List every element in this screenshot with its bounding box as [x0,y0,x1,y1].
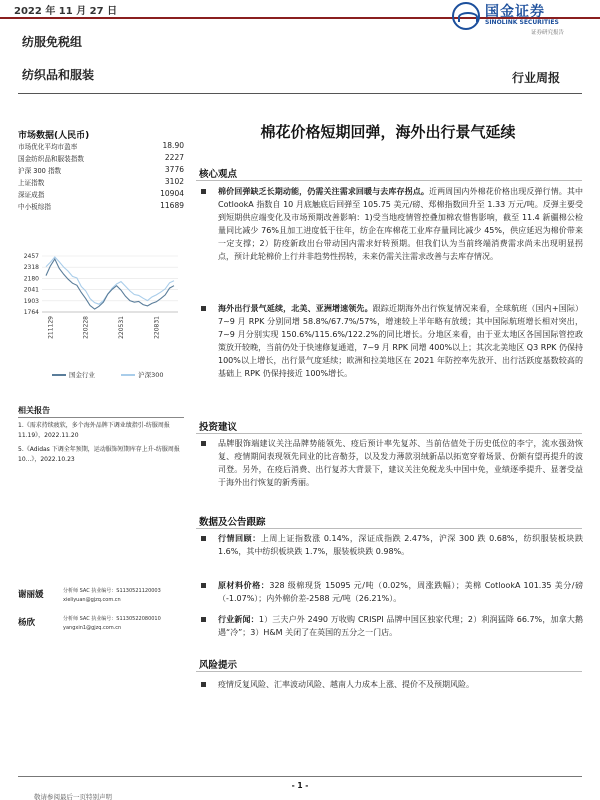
index-chart [18,250,184,386]
market-row-label: 国金纺织品和服装指数 [18,155,84,163]
section-divider [196,671,582,672]
sector-team: 纺服免税组 [22,35,83,49]
series-line [46,257,174,304]
related-divider [18,417,184,418]
logo-name-en: SINOLINK SECURITIES [485,19,559,26]
market-row-label: 上证指数 [18,179,45,187]
data-bullet-text: 上周上证指数涨 0.14%，深证成指跌 2.47%，沪深 300 跌 0.68%，纺织服装板块跌 1.6%，其中纺织板块跌 1.7%，服装板块跌 0.98%。 [218,534,583,556]
page-number: - 1 - [291,781,309,790]
x-tick-label: 220531 [118,316,126,339]
market-row [18,201,184,213]
market-row [18,165,184,177]
analyst-info [63,615,161,633]
core-bullet-text: 近两周国内外棉花价格出现反弹行情。其中 CotlookA 指数自 10 月底触底后回弹至 105.75 美元/磅、郑棉指数回升至 1.33 万元/吨。反弹主要受到短期供应端变化及市场预期改善影响：1)受当地疫情管控叠加棉农惜售影响，截至 11.4 新疆棉公检量同比减少 76%且加工进度低于往年，纺企在库棉花工业库存量同比减少 45%，供应延迟为棉价带来一定支撑；2）防疫新政出台带动国内需求好转预期。但我们认为当前终端消费需求尚未出现明显拐点，预计此轮棉价上行并非趋势性拐转，未来仍需关注需求改善与去库存情况。 [218,187,583,261]
related-report-item[interactable]: 5.《Adidas 下调全年预期，运动服饰短期库存上升-纺服周报 10...》，2022.10.23 [18,446,180,463]
industry-name: 纺织品和服装 [22,68,95,82]
analyst-name: 杨欣 [18,618,36,628]
section-divider [196,528,582,529]
legend-swatch-csi300 [121,374,135,376]
analyst-cert: 分析师 SAC 执业编号：S1130522080010 [63,616,161,622]
legend-industry: 国金行业 [69,371,95,379]
x-tick-label: 220831 [153,316,161,339]
sinolink-logo-icon [452,2,480,30]
core-bullet-lead: 海外出行景气延续，北美、亚洲增速领先。 [218,304,373,313]
y-tick-label: 1903 [23,297,39,305]
data-bullet-lead: 行业新闻： [218,615,259,624]
y-tick-label: 2457 [23,253,39,260]
analyst-email[interactable]: xieliyuan@gjzq.com.cn [63,597,121,603]
logo-subtitle: 证券研究报告 [531,30,565,36]
market-row [18,189,184,201]
report-type: 行业周报 [512,71,561,85]
market-row [18,153,184,165]
core-bullet-text: 跟踪近期海外出行恢复情况来看，全球航班（国内+国际）7~9 月 RPK 分别同增 58.8%/67.7%/57%，增速较上半年略有放缓；其中国际航班增长相对突出，7~9 月分别实现 150.6%/115.6%/122.2%的同比增长。分地区来看，由于亚太地区各国国际管控政策放开较晚，当前仍处于快速修复通道，7~9 月 RPK 同增 400%以上；其次北美地区 Q3 RPK 仍保持 100%以上增长，出行景气度延续；欧洲和拉美地区在 2021 年防控率先放开、出行活跃度基数较高的基础上 RPK 仍保持接近 100%增长。 [218,304,583,378]
logo-name-cn: 国金证券 [485,4,545,20]
section-divider [196,180,582,181]
analyst-email[interactable]: yangxin1@gjzq.com.cn [63,625,122,631]
report-date: 2022 年 11 月 27 日 [14,6,118,17]
data-bullet [199,613,583,639]
y-tick-label: 2318 [23,264,39,272]
market-row-label: 深证成指 [18,191,45,199]
core-bullet [199,302,583,380]
data-bullet-text: 1）三夫户外 2490 万收购 CRISPI 品牌中国区独家代理；2）利润猛降 66.7%，加拿大鹅遇“冷”；3）H&M 关闭了在英国的五分之一门店。 [218,615,583,637]
y-tick-label: 1764 [23,309,39,316]
market-row-value: 2227 [164,153,184,162]
analyst-cert: 分析师 SAC 执业编号：S1130521120003 [63,588,161,594]
section-invest-heading: 投资建议 [199,422,238,433]
section-risk-heading: 风险提示 [199,660,238,671]
data-bullet [199,579,583,605]
section-divider [196,433,582,434]
x-tick-label: 211129 [47,316,55,339]
market-row-label: 沪深 300 指数 [18,167,62,175]
risk-bullet: 疫情反复风险、汇率波动风险、越南人力成本上涨、提价不及预期风险。 [199,678,583,691]
data-bullet-text: 328 级棉现货 15095 元/吨（0.02%，周涨跌幅）；美棉 CotlookA 101.35 美分/磅（-1.07%）；内外棉价差-2588 元/吨（26.21%）。 [218,581,584,603]
index-line-chart [18,250,184,386]
market-row [18,177,184,189]
market-row-label: 市场优化平均市盈率 [18,143,78,151]
market-row-value: 11689 [160,201,184,210]
core-bullet-lead: 棉价回弹缺乏长期动能，仍需关注需求回暖与去库存拐点。 [218,187,429,196]
market-row-value: 3776 [164,165,184,174]
related-report-item[interactable]: 1.《需求持续疲软，多个海外品牌下调业绩指引-纺服周报 11.19》，2022.11.20 [18,422,170,439]
analyst-info [63,587,161,605]
main-divider [18,93,582,94]
market-row-label: 中小板综指 [18,203,51,211]
market-data-title: 市场数据(人民币) [18,131,90,141]
core-bullet [199,185,583,263]
related-reports-title: 相关报告 [18,406,50,415]
data-bullet-lead: 原材料价格： [218,581,270,590]
chart-legend [52,370,164,379]
data-bullet [199,532,583,558]
series-line [46,259,174,309]
invest-bullet: 品牌服饰端建议关注品牌势能领先、疫后预计率先复苏、当前估值处于历史低位的李宁，流水强劲恢复、疫情期间表现领先同业的比音勒芬，以及发力薄款羽绒新品以拓宽穿着场景、份额有望再提升的波司登。另外，在疫后消费、出行复苏大背景下，建议关注免税龙头中国中免，业绩逐季提升、显著受益于海外出行恢复的新秀丽。 [199,437,583,489]
legend-swatch-industry [52,374,66,376]
report-title: 棉花价格短期回弹，海外出行景气延续 [260,123,516,141]
x-tick-label: 220228 [82,316,90,339]
data-bullet-lead: 行情回顾： [218,534,261,543]
legend-csi300: 沪深300 [138,371,164,379]
market-row-value: 18.90 [162,141,184,150]
y-tick-label: 2180 [23,275,39,283]
analyst-name: 谢丽媛 [18,590,44,600]
disclaimer-note: 敬请参阅最后一页特别声明 [34,793,112,800]
y-tick-label: 2041 [23,286,39,294]
section-data-heading: 数据及公告跟踪 [199,517,266,528]
market-row-value: 3102 [164,177,184,186]
market-row [18,141,184,153]
market-row-value: 10904 [160,189,184,198]
footer-divider [18,776,582,777]
section-core-heading: 核心观点 [199,169,238,180]
